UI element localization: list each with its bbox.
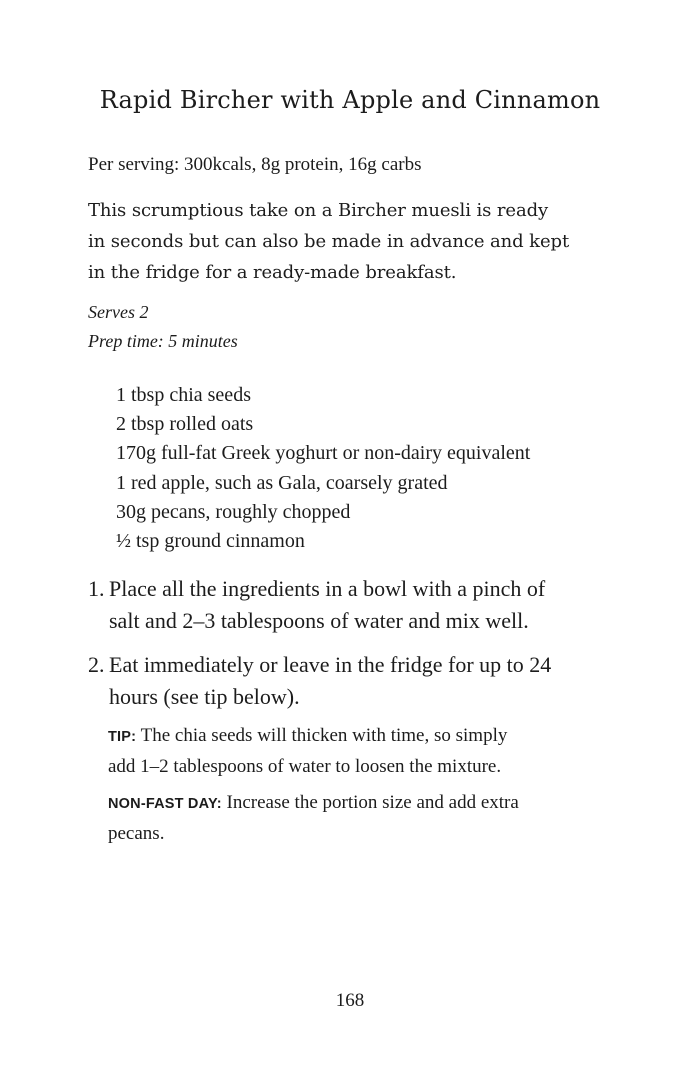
recipe-meta <box>88 298 238 356</box>
tip-text: The chia seeds will thicken with time, so simply <box>140 725 508 746</box>
tip-second-line: add 1–2 tablespoons of water to loosen the mixture. <box>108 756 502 777</box>
step-number: 1. <box>88 576 105 601</box>
ingredient-item: 170g full-fat Greek yoghurt or non-dairy equivalent <box>116 442 531 465</box>
step-text <box>109 649 608 713</box>
intro-line: This scrumptious take on a Bircher muesli is ready <box>88 200 549 221</box>
ingredient-item: 1 tbsp chia seeds <box>116 384 251 406</box>
ingredients-list <box>116 381 530 556</box>
recipe-intro <box>88 195 613 288</box>
tip-first-line <box>108 721 608 752</box>
serves-text: Serves 2 <box>88 302 149 322</box>
step-line: Eat immediately or leave in the fridge for up to 24 <box>109 652 552 677</box>
non-fast-day-second-line: pecans. <box>108 823 165 844</box>
method-steps <box>88 573 608 725</box>
page-number: 168 <box>335 990 365 1011</box>
step-text <box>109 573 608 637</box>
non-fast-day-label: NON-FAST DAY: <box>108 796 222 812</box>
step-line: Place all the ingredients in a bowl with a pinch of <box>109 576 546 601</box>
intro-line: in the fridge for a ready-made breakfast. <box>88 262 457 283</box>
non-fast-day-first-line <box>108 788 608 819</box>
ingredient-item: 1 red apple, such as Gala, coarsely grated <box>116 471 448 494</box>
non-fast-day-note <box>108 788 608 848</box>
non-fast-day-text: Increase the portion size and add extra <box>226 792 519 813</box>
nutrition-info: Per serving: 300kcals, 8g protein, 16g carbs <box>88 154 422 175</box>
intro-line: in seconds but can also be made in advance and kept <box>88 231 570 252</box>
step-line: salt and 2–3 tablespoons of water and mix well. <box>109 608 529 633</box>
step-number: 2. <box>88 652 105 677</box>
tip-label: TIP: <box>108 729 137 745</box>
ingredient-item: ½ tsp ground cinnamon <box>116 530 305 553</box>
ingredient-item: 2 tbsp rolled oats <box>116 413 254 436</box>
ingredient-item: 30g pecans, roughly chopped <box>116 500 351 523</box>
recipe-title: Rapid Bircher with Apple and Cinnamon <box>99 86 601 114</box>
method-step <box>88 573 608 637</box>
method-step <box>88 649 608 713</box>
step-line: hours (see tip below). <box>109 684 300 709</box>
tip-note <box>108 721 608 781</box>
prep-time-text: Prep time: 5 minutes <box>88 331 238 351</box>
